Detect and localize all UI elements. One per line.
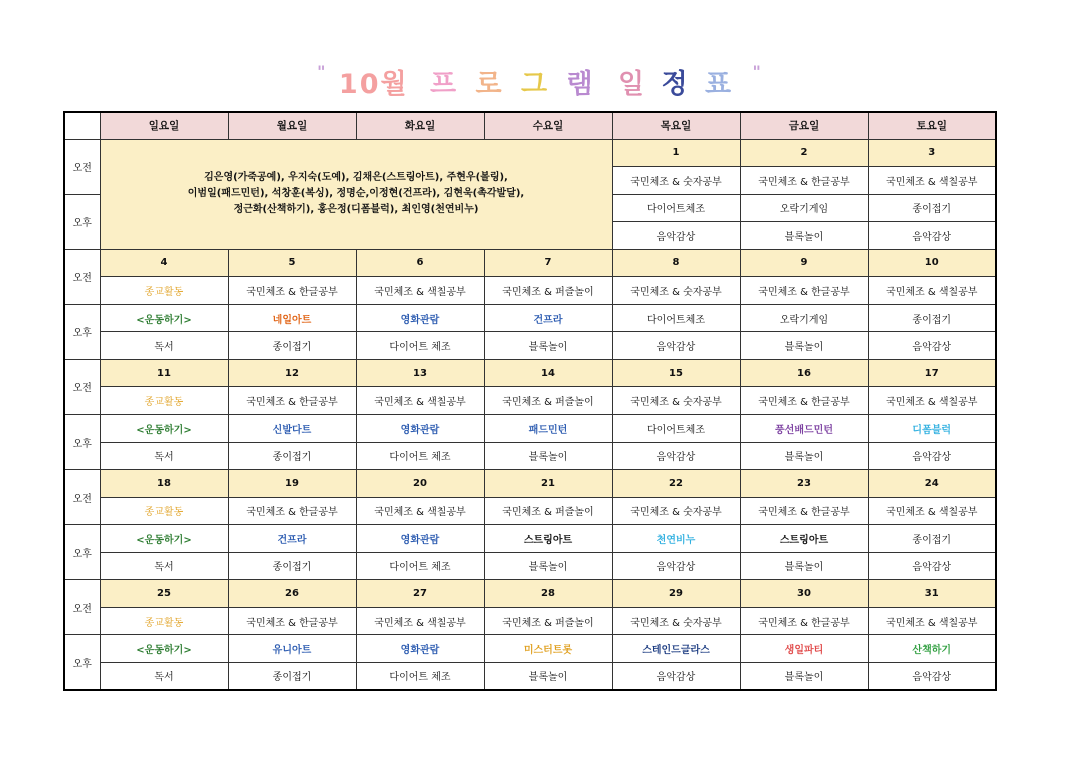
activity-cell: 블록놀이 xyxy=(740,442,868,470)
date-cell: 11 xyxy=(100,359,228,387)
activity-cell: 종이접기 xyxy=(228,332,356,360)
activity-cell: 블록놀이 xyxy=(740,662,868,690)
activity-cell: 국민체조 & 숫자공부 xyxy=(612,277,740,305)
activity-cell: 국민체조 & 숫자공부 xyxy=(612,387,740,415)
week3-pm2-row xyxy=(64,442,996,470)
activity-cell: 국민체조 & 퍼즐놀이 xyxy=(484,497,612,525)
date-cell: 9 xyxy=(740,249,868,277)
activity-cell: 국민체조 & 색칠공부 xyxy=(868,607,996,635)
col-header-mon: 월요일 xyxy=(228,112,356,139)
activity-cell: 음악감상 xyxy=(612,442,740,470)
date-cell: 25 xyxy=(100,580,228,608)
period-am: 오전 xyxy=(64,359,100,414)
activity-cell: 종교활동 xyxy=(100,387,228,415)
col-header-wed: 수요일 xyxy=(484,112,612,139)
activity-cell: 국민체조 & 한글공부 xyxy=(228,387,356,415)
date-cell: 22 xyxy=(612,470,740,498)
week2-date-row xyxy=(64,249,996,277)
activity-cell: 국민체조 & 한글공부 xyxy=(740,497,868,525)
week5-am-row xyxy=(64,607,996,635)
date-cell: 10 xyxy=(868,249,996,277)
date-cell: 29 xyxy=(612,580,740,608)
activity-cell: 오락기게임 xyxy=(740,304,868,332)
activity-cell: 국민체조 & 숫자공부 xyxy=(612,497,740,525)
title-quote-close: " xyxy=(752,62,763,81)
activity-cell: 국민체조 & 퍼즐놀이 xyxy=(484,277,612,305)
activity-cell: 영화관람 xyxy=(356,414,484,442)
activity-cell: 음악감상 xyxy=(868,222,996,250)
activity-cell: <운동하기> xyxy=(100,635,228,663)
col-header-sat: 토요일 xyxy=(868,112,996,139)
activity-cell: 국민체조 & 색칠공부 xyxy=(356,497,484,525)
activity-cell: 종교활동 xyxy=(100,497,228,525)
activity-cell: 풍선배드민턴 xyxy=(740,414,868,442)
activity-cell: 국민체조 & 숫자공부 xyxy=(612,607,740,635)
activity-cell: 다이어트체조 xyxy=(612,194,740,222)
activity-cell: 음악감상 xyxy=(612,552,740,580)
activity-cell: 국민체조 & 한글공부 xyxy=(740,607,868,635)
activity-cell: 국민체조 & 색칠공부 xyxy=(868,167,996,195)
activity-cell: 영화관람 xyxy=(356,304,484,332)
activity-cell: 건프라 xyxy=(484,304,612,332)
activity-cell: 종이접기 xyxy=(868,194,996,222)
activity-cell: 국민체조 & 한글공부 xyxy=(740,387,868,415)
activity-cell: 스트링아트 xyxy=(740,525,868,553)
activity-cell: 미스터트롯 xyxy=(484,635,612,663)
activity-cell: 건프라 xyxy=(228,525,356,553)
activity-cell: 블록놀이 xyxy=(740,552,868,580)
date-cell: 17 xyxy=(868,359,996,387)
activity-cell: 천연비누 xyxy=(612,525,740,553)
date-cell: 6 xyxy=(356,249,484,277)
activity-cell: 국민체조 & 한글공부 xyxy=(740,167,868,195)
activity-cell: 음악감상 xyxy=(868,332,996,360)
notice-line: 이범일(패드민턴), 석창훈(복싱), 정명순,이정현(건프라), 김현욱(촉각발달), xyxy=(187,188,525,200)
date-cell: 19 xyxy=(228,470,356,498)
week4-pm1-row xyxy=(64,525,996,553)
activity-cell: 유니아트 xyxy=(228,635,356,663)
date-cell: 14 xyxy=(484,359,612,387)
title-char: 그 xyxy=(520,69,550,100)
activity-cell: 국민체조 & 색칠공부 xyxy=(356,607,484,635)
week2-am-row xyxy=(64,277,996,305)
week5-pm1-row xyxy=(64,635,996,663)
corner-cell xyxy=(64,112,100,139)
activity-cell: 다이어트 체조 xyxy=(356,332,484,360)
week3-am-row xyxy=(64,387,996,415)
activity-cell: 국민체조 & 색칠공부 xyxy=(868,277,996,305)
activity-cell: 국민체조 & 색칠공부 xyxy=(868,497,996,525)
week3-pm1-row xyxy=(64,414,996,442)
week5-pm2-row xyxy=(64,662,996,690)
week3-date-row xyxy=(64,359,996,387)
col-header-sun: 일요일 xyxy=(100,112,228,139)
date-cell: 26 xyxy=(228,580,356,608)
activity-cell: 오락기게임 xyxy=(740,194,868,222)
activity-cell: 신발다트 xyxy=(228,414,356,442)
col-header-tue: 화요일 xyxy=(356,112,484,139)
period-am: 오전 xyxy=(64,470,100,525)
activity-cell: 음악감상 xyxy=(612,222,740,250)
title-quote-open: " xyxy=(317,62,328,81)
activity-cell: 블록놀이 xyxy=(484,442,612,470)
week4-date-row xyxy=(64,470,996,498)
activity-cell: 국민체조 & 색칠공부 xyxy=(868,387,996,415)
activity-cell: 스테인드글라스 xyxy=(612,635,740,663)
activity-cell: 종이접기 xyxy=(868,525,996,553)
activity-cell: 음악감상 xyxy=(612,662,740,690)
title-char: 프 xyxy=(429,69,459,100)
activity-cell: 스트링아트 xyxy=(484,525,612,553)
activity-cell: 생일파티 xyxy=(740,635,868,663)
period-pm: 오후 xyxy=(64,525,100,580)
period-am: 오전 xyxy=(64,139,100,194)
date-cell: 27 xyxy=(356,580,484,608)
date-cell: 18 xyxy=(100,470,228,498)
activity-cell: <운동하기> xyxy=(100,414,228,442)
activity-cell: 음악감상 xyxy=(868,662,996,690)
title-char: 램 xyxy=(566,69,595,100)
header-row xyxy=(64,112,996,139)
activity-cell: 다이어트체조 xyxy=(612,304,740,332)
activity-cell: 종교활동 xyxy=(100,607,228,635)
date-cell: 8 xyxy=(612,249,740,277)
date-cell: 12 xyxy=(228,359,356,387)
date-cell: 7 xyxy=(484,249,612,277)
activity-cell: 국민체조 & 한글공부 xyxy=(228,607,356,635)
date-cell: 31 xyxy=(868,580,996,608)
week4-am-row xyxy=(64,497,996,525)
notice-line: 김은영(가죽공예), 우지숙(도예), 김채은(스트링아트), 주현우(볼링), xyxy=(204,172,508,184)
weeks-body xyxy=(64,249,996,690)
period-pm: 오후 xyxy=(64,304,100,359)
activity-cell: <운동하기> xyxy=(100,525,228,553)
schedule-table xyxy=(63,111,997,691)
activity-cell: 국민체조 & 한글공부 xyxy=(740,277,868,305)
date-cell: 13 xyxy=(356,359,484,387)
week5-date-row xyxy=(64,580,996,608)
date-cell: 15 xyxy=(612,359,740,387)
page-title xyxy=(0,62,1080,101)
date-cell: 30 xyxy=(740,580,868,608)
title-char: 일 xyxy=(617,69,647,100)
title-char: 표 xyxy=(704,69,734,100)
date-cell: 4 xyxy=(100,249,228,277)
activity-cell: 블록놀이 xyxy=(484,332,612,360)
title-char: 정 xyxy=(661,69,690,100)
activity-cell: 영화관람 xyxy=(356,525,484,553)
activity-cell: 산책하기 xyxy=(868,635,996,663)
activity-cell: 종이접기 xyxy=(228,442,356,470)
activity-cell: 국민체조 & 한글공부 xyxy=(228,277,356,305)
col-header-thu: 목요일 xyxy=(612,112,740,139)
date-cell: 21 xyxy=(484,470,612,498)
date-cell: 5 xyxy=(228,249,356,277)
activity-cell: 영화관람 xyxy=(356,635,484,663)
activity-cell: 블록놀이 xyxy=(740,222,868,250)
activity-cell: 국민체조 & 퍼즐놀이 xyxy=(484,607,612,635)
period-pm: 오후 xyxy=(64,635,100,690)
activity-cell: 독서 xyxy=(100,442,228,470)
instructor-notice xyxy=(100,139,612,249)
week1-date-row xyxy=(64,139,996,167)
title-char: 로 xyxy=(475,69,504,100)
activity-cell: 다이어트 체조 xyxy=(356,662,484,690)
notice-line: 정근화(산책하기), 홍은정(디폼블럭), 최인영(천연비누) xyxy=(233,204,479,216)
week4-pm2-row xyxy=(64,552,996,580)
week2-pm1-row xyxy=(64,304,996,332)
activity-cell: 블록놀이 xyxy=(740,332,868,360)
activity-cell: 음악감상 xyxy=(612,332,740,360)
period-pm: 오후 xyxy=(64,194,100,249)
activity-cell: 종이접기 xyxy=(228,552,356,580)
date-cell: 20 xyxy=(356,470,484,498)
activity-cell: 독서 xyxy=(100,552,228,580)
activity-cell: 국민체조 & 색칠공부 xyxy=(356,277,484,305)
activity-cell: 블록놀이 xyxy=(484,552,612,580)
activity-cell: 국민체조 & 한글공부 xyxy=(228,497,356,525)
period-am: 오전 xyxy=(64,249,100,304)
activity-cell: 종이접기 xyxy=(228,662,356,690)
activity-cell: 국민체조 & 퍼즐놀이 xyxy=(484,387,612,415)
activity-cell: 다이어트 체조 xyxy=(356,442,484,470)
activity-cell: 음악감상 xyxy=(868,552,996,580)
activity-cell: 네일아트 xyxy=(228,304,356,332)
period-am: 오전 xyxy=(64,580,100,635)
title-char: 10월 xyxy=(338,69,409,100)
activity-cell: 다이어트체조 xyxy=(612,414,740,442)
activity-cell: 다이어트 체조 xyxy=(356,552,484,580)
date-cell: 1 xyxy=(612,139,740,167)
activity-cell: 음악감상 xyxy=(868,442,996,470)
activity-cell: 독서 xyxy=(100,332,228,360)
activity-cell: 종이접기 xyxy=(868,304,996,332)
date-cell: 28 xyxy=(484,580,612,608)
week2-pm2-row xyxy=(64,332,996,360)
activity-cell: 국민체조 & 색칠공부 xyxy=(356,387,484,415)
date-cell: 2 xyxy=(740,139,868,167)
activity-cell: 패드민턴 xyxy=(484,414,612,442)
activity-cell: 독서 xyxy=(100,662,228,690)
date-cell: 16 xyxy=(740,359,868,387)
activity-cell: <운동하기> xyxy=(100,304,228,332)
activity-cell: 국민체조 & 숫자공부 xyxy=(612,167,740,195)
activity-cell: 블록놀이 xyxy=(484,662,612,690)
period-pm: 오후 xyxy=(64,414,100,469)
col-header-fri: 금요일 xyxy=(740,112,868,139)
activity-cell: 디폼블럭 xyxy=(868,414,996,442)
date-cell: 24 xyxy=(868,470,996,498)
date-cell: 3 xyxy=(868,139,996,167)
activity-cell: 종교활동 xyxy=(100,277,228,305)
date-cell: 23 xyxy=(740,470,868,498)
